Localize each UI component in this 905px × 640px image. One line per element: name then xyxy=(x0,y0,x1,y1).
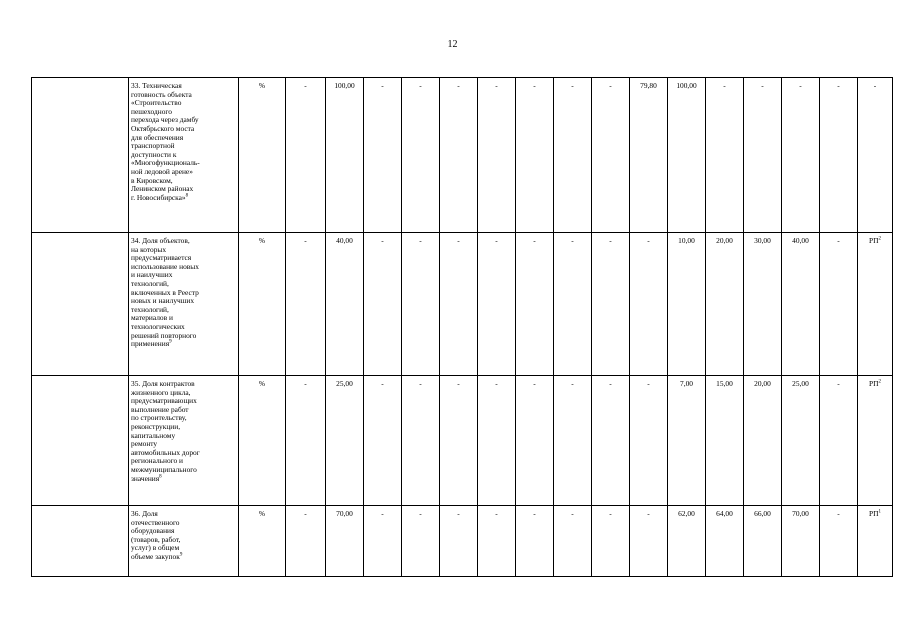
year-value-cell: - xyxy=(592,376,630,506)
target-value-cell: 40,00 xyxy=(326,233,364,376)
year-value-cell: 79,80 xyxy=(630,78,668,233)
year-value-cell: - xyxy=(440,376,478,506)
year-value-cell: - xyxy=(440,78,478,233)
year-value-cell: - xyxy=(364,78,402,233)
indicator-name-line: на которых xyxy=(131,244,167,254)
indicator-name-line: включенных в Реестр xyxy=(131,287,199,297)
year-value-cell: 62,00 xyxy=(668,506,706,577)
year-value-cell: - xyxy=(516,233,554,376)
year-value-cell: - xyxy=(364,233,402,376)
indicator-name-line: регионального и xyxy=(131,456,184,466)
indicator-name-line: межмуниципального xyxy=(131,464,197,474)
year-value-cell: 64,00 xyxy=(706,506,744,577)
year-value-cell: - xyxy=(554,78,592,233)
year-value-cell: - xyxy=(820,376,858,506)
source-cell: $РП^1$ xyxy=(858,506,893,577)
year-value-cell: - xyxy=(782,78,820,233)
indicator-name-line: ремонту xyxy=(131,439,158,449)
indicator-name-line: применения$^9$ xyxy=(131,339,172,349)
indicator-name-line: Октябрьского моста xyxy=(131,123,195,133)
year-value-cell: - xyxy=(554,376,592,506)
base-value-cell: - xyxy=(286,376,326,506)
year-value-cell: - xyxy=(706,78,744,233)
indicator-name-line: г. Новосибирска»$^8$ xyxy=(131,192,189,202)
year-value-cell: 40,00 xyxy=(782,233,820,376)
year-value-cell: 20,00 xyxy=(706,233,744,376)
base-value-cell: - xyxy=(286,233,326,376)
row-blank-cell xyxy=(32,376,129,506)
year-value-cell: - xyxy=(478,233,516,376)
indicators-table xyxy=(31,77,893,577)
indicator-name-line: и наилучших xyxy=(131,270,173,280)
indicator-name-line: пешеходного xyxy=(131,106,172,116)
year-value-cell: - xyxy=(516,78,554,233)
year-value-cell: 15,00 xyxy=(706,376,744,506)
indicator-name-line: технологических xyxy=(131,321,185,331)
row-blank-cell xyxy=(32,506,129,577)
year-value-cell: - xyxy=(630,376,668,506)
year-value-cell: - xyxy=(592,233,630,376)
indicator-name-line: для обеспечения xyxy=(131,132,184,142)
indicator-name-line: перехода через дамбу xyxy=(131,115,199,125)
year-value-cell: - xyxy=(554,233,592,376)
year-value-cell: - xyxy=(364,376,402,506)
year-value-cell: 20,00 xyxy=(744,376,782,506)
unit-cell: % xyxy=(239,376,286,506)
indicator-name-line: 36. Доля xyxy=(131,509,158,518)
table-row xyxy=(32,78,893,233)
base-value-cell: - xyxy=(286,78,326,233)
year-value-cell: - xyxy=(364,506,402,577)
table-row xyxy=(32,376,893,506)
year-value-cell: - xyxy=(516,376,554,506)
year-value-cell: - xyxy=(440,506,478,577)
indicator-name-line: материалов и xyxy=(131,313,173,323)
footnote-mark: 9 xyxy=(169,339,172,345)
year-value-cell: 7,00 xyxy=(668,376,706,506)
year-value-cell: - xyxy=(402,376,440,506)
year-value-cell: - xyxy=(744,78,782,233)
footnote-mark: 8 xyxy=(185,193,189,199)
row-blank-cell xyxy=(32,78,129,233)
indicator-name-line: услуг) в общем xyxy=(131,543,180,553)
year-value-cell: - xyxy=(478,376,516,506)
year-value-cell: 30,00 xyxy=(744,233,782,376)
indicator-name-line: жизненного цикла, xyxy=(131,387,191,397)
footnote-mark: 9 xyxy=(179,552,183,558)
indicator-name-cell xyxy=(129,506,239,577)
year-value-cell: - xyxy=(402,78,440,233)
indicator-name-line: объеме закупок$^9$ xyxy=(131,551,183,561)
indicator-name-line: в Кировском, xyxy=(131,175,173,185)
base-value-cell: - xyxy=(286,506,326,577)
indicator-name-cell xyxy=(129,78,239,233)
indicator-name-line: 35. Доля контрактов xyxy=(131,379,195,388)
indicator-name-line: 34. Доля объектов, xyxy=(131,236,190,245)
footnote-mark: 2 xyxy=(878,236,881,242)
unit-cell: % xyxy=(239,78,286,233)
indicator-name-line: решений повторного xyxy=(131,330,197,340)
indicator-name-line: (товаров, работ, xyxy=(131,534,181,544)
indicator-name-line: 33. Техническая xyxy=(131,81,182,90)
target-value-cell: 25,00 xyxy=(326,376,364,506)
indicator-name-line: капитальному xyxy=(131,430,176,440)
indicator-name-line: оборудования xyxy=(131,526,175,536)
footnote-mark: 2 xyxy=(878,379,881,385)
year-value-cell: - xyxy=(440,233,478,376)
indicator-name-line: транспортной xyxy=(131,141,175,151)
indicator-name-line: технологий, xyxy=(131,278,169,288)
indicator-name-line: по строительству, xyxy=(131,413,187,423)
table-row xyxy=(32,506,893,577)
indicator-name-line: использование новых xyxy=(131,261,199,271)
year-value-cell: 10,00 xyxy=(668,233,706,376)
row-blank-cell xyxy=(32,233,129,376)
year-value-cell: - xyxy=(820,506,858,577)
unit-cell: % xyxy=(239,506,286,577)
year-value-cell: - xyxy=(592,506,630,577)
indicator-name-line: отечественного xyxy=(131,517,180,527)
year-value-cell: 100,00 xyxy=(668,78,706,233)
indicator-name-line: предусматривающих xyxy=(131,396,197,406)
year-value-cell: - xyxy=(554,506,592,577)
year-value-cell: 70,00 xyxy=(782,506,820,577)
indicator-name-line: «Строительство xyxy=(131,98,182,108)
indicator-name-cell xyxy=(129,376,239,506)
year-value-cell: - xyxy=(478,506,516,577)
footnote-mark: 8 xyxy=(159,474,162,480)
year-value-cell: - xyxy=(516,506,554,577)
footnote-mark: 1 xyxy=(878,509,881,515)
page-number: 12 xyxy=(447,39,458,50)
indicator-name-line: значения$^8$ xyxy=(131,473,162,483)
indicator-name-line: предусматривается xyxy=(131,253,192,263)
indicator-name-line: ной ледовой арене» xyxy=(131,166,193,176)
indicator-name-line: автомобильных дорог xyxy=(131,447,200,457)
table-row xyxy=(32,233,893,376)
year-value-cell: - xyxy=(820,78,858,233)
indicator-name-line: реконструкции, xyxy=(131,421,181,431)
unit-cell: % xyxy=(239,233,286,376)
target-value-cell: 70,00 xyxy=(326,506,364,577)
indicator-name-line: новых и наилучших xyxy=(131,296,195,306)
year-value-cell: - xyxy=(630,506,668,577)
year-value-cell: 25,00 xyxy=(782,376,820,506)
target-value-cell: 100,00 xyxy=(326,78,364,233)
indicator-name-line: Ленинском районах xyxy=(131,184,194,194)
indicator-name-line: технологий, xyxy=(131,304,169,314)
source-cell: $РП^2$ xyxy=(858,376,893,506)
year-value-cell: - xyxy=(402,506,440,577)
year-value-cell: - xyxy=(820,233,858,376)
year-value-cell: - xyxy=(402,233,440,376)
year-value-cell: 66,00 xyxy=(744,506,782,577)
year-value-cell: - xyxy=(592,78,630,233)
indicator-name-line: готовность объекта xyxy=(131,89,192,99)
indicator-name-cell xyxy=(129,233,239,376)
year-value-cell: - xyxy=(630,233,668,376)
year-value-cell: - xyxy=(478,78,516,233)
indicator-name-line: выполнение работ xyxy=(131,404,189,414)
source-cell: - xyxy=(858,78,893,233)
indicator-name-line: доступности к xyxy=(131,149,177,159)
indicator-name-line: «Многофункциональ- xyxy=(131,158,200,168)
source-cell: $РП^2$ xyxy=(858,233,893,376)
